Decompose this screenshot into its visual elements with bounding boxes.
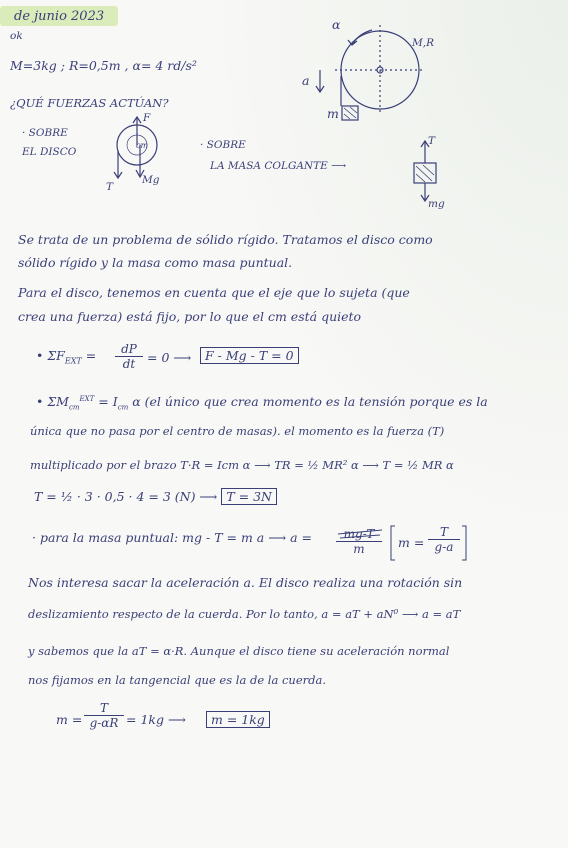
body-line-4: crea una fuerza) está fijo, por lo que el cm está quieto <box>18 309 362 324</box>
label-mg-mass: mg <box>428 198 445 210</box>
body-line-10: Nos interesa sacar la aceleración a. El disco realiza una rotación sin <box>28 575 463 590</box>
body-line-7: multiplicado por el brazo T·R = Icm α ⟶ TR = ½ MR² α ⟶ T = ½ MR α <box>30 458 454 472</box>
bracket-m-label: m = <box>398 535 425 550</box>
body-line-9: · para la masa puntual: mg - T = m a ⟶ a = <box>32 530 313 545</box>
eq1-sum-force: • $\Sigma F_{EXT}$ = <box>36 348 97 366</box>
label-alpha: α <box>332 17 341 32</box>
eq1-boxed-result: F - Mg - T = 0 <box>200 348 299 364</box>
body-line-2: sólido rígido y la masa como masa puntual. <box>18 255 293 270</box>
body-line-6: única que no pasa por el centro de masas). el momento es la fuerza (T) <box>30 424 445 438</box>
body-line-3: Para el disco, tenemos en cuenta que el eje que lo sujeta (que <box>18 285 410 300</box>
sobre-disco-label-1: · SOBRE <box>22 127 68 139</box>
bracket-m-fraction: $\frac{T}{g-a}$ <box>428 525 460 554</box>
sobre-disco-label-2: EL DISCO <box>22 146 77 158</box>
final-fraction: $\frac{T}{g-\alpha R}$ <box>84 701 124 730</box>
final-m-label: m = <box>56 712 83 727</box>
eq1-fraction: $\frac{dP}{dt}$ <box>115 342 143 371</box>
body-line-13: nos fijamos en la tangencial que es la de la cuerda. <box>28 673 327 687</box>
body-line-11: deslizamiento respecto de la cuerda. Por lo tanto, a = aT + aN⁰ ⟶ a = aT <box>28 607 461 621</box>
page-date: de junio 2023 <box>14 9 105 24</box>
eq1-right: = 0 ⟶ <box>147 350 192 365</box>
label-cm: cm <box>136 141 149 150</box>
final-right: = 1kg ⟶ <box>126 712 186 727</box>
label-F: F <box>143 112 151 124</box>
struck-fraction: $\frac{mg-T}{m}$ <box>336 527 382 556</box>
label-T-mass: T <box>428 135 436 147</box>
body-line-12: y sabemos que la aT = α·R. Aunque el disco tiene su aceleración normal <box>28 644 450 658</box>
label-m: m <box>327 106 339 121</box>
label-a: a <box>302 73 310 88</box>
label-T-disk: T <box>106 181 114 193</box>
sobre-masa-label-1: · SOBRE <box>200 139 246 151</box>
corner-check-mark: ok <box>10 30 23 42</box>
sobre-masa-label-2: LA MASA COLGANTE ⟶ <box>210 160 347 172</box>
final-boxed-result: m = 1kg <box>206 712 270 728</box>
body-line-1: Se trata de un problema de sólido rígido. Tratamos el disco como <box>18 232 433 247</box>
label-Mg-disk: Mg <box>142 174 160 186</box>
givens-line: M=3kg ; R=0,5m , α= 4 rd/s² <box>10 58 197 73</box>
label-MR: M,R <box>412 37 434 49</box>
eq2-sum-moment: • $\Sigma M_{cm}^{EXT} = I_{cm}$ α (el único que crea momento es la tensión porque es la <box>36 394 488 412</box>
body-line-8: T = ½ · 3 · 0,5 · 4 = 3 (N) ⟶ T = 3N <box>34 489 277 505</box>
forces-question: ¿QUÉ FUERZAS ACTÚAN? <box>10 96 169 110</box>
